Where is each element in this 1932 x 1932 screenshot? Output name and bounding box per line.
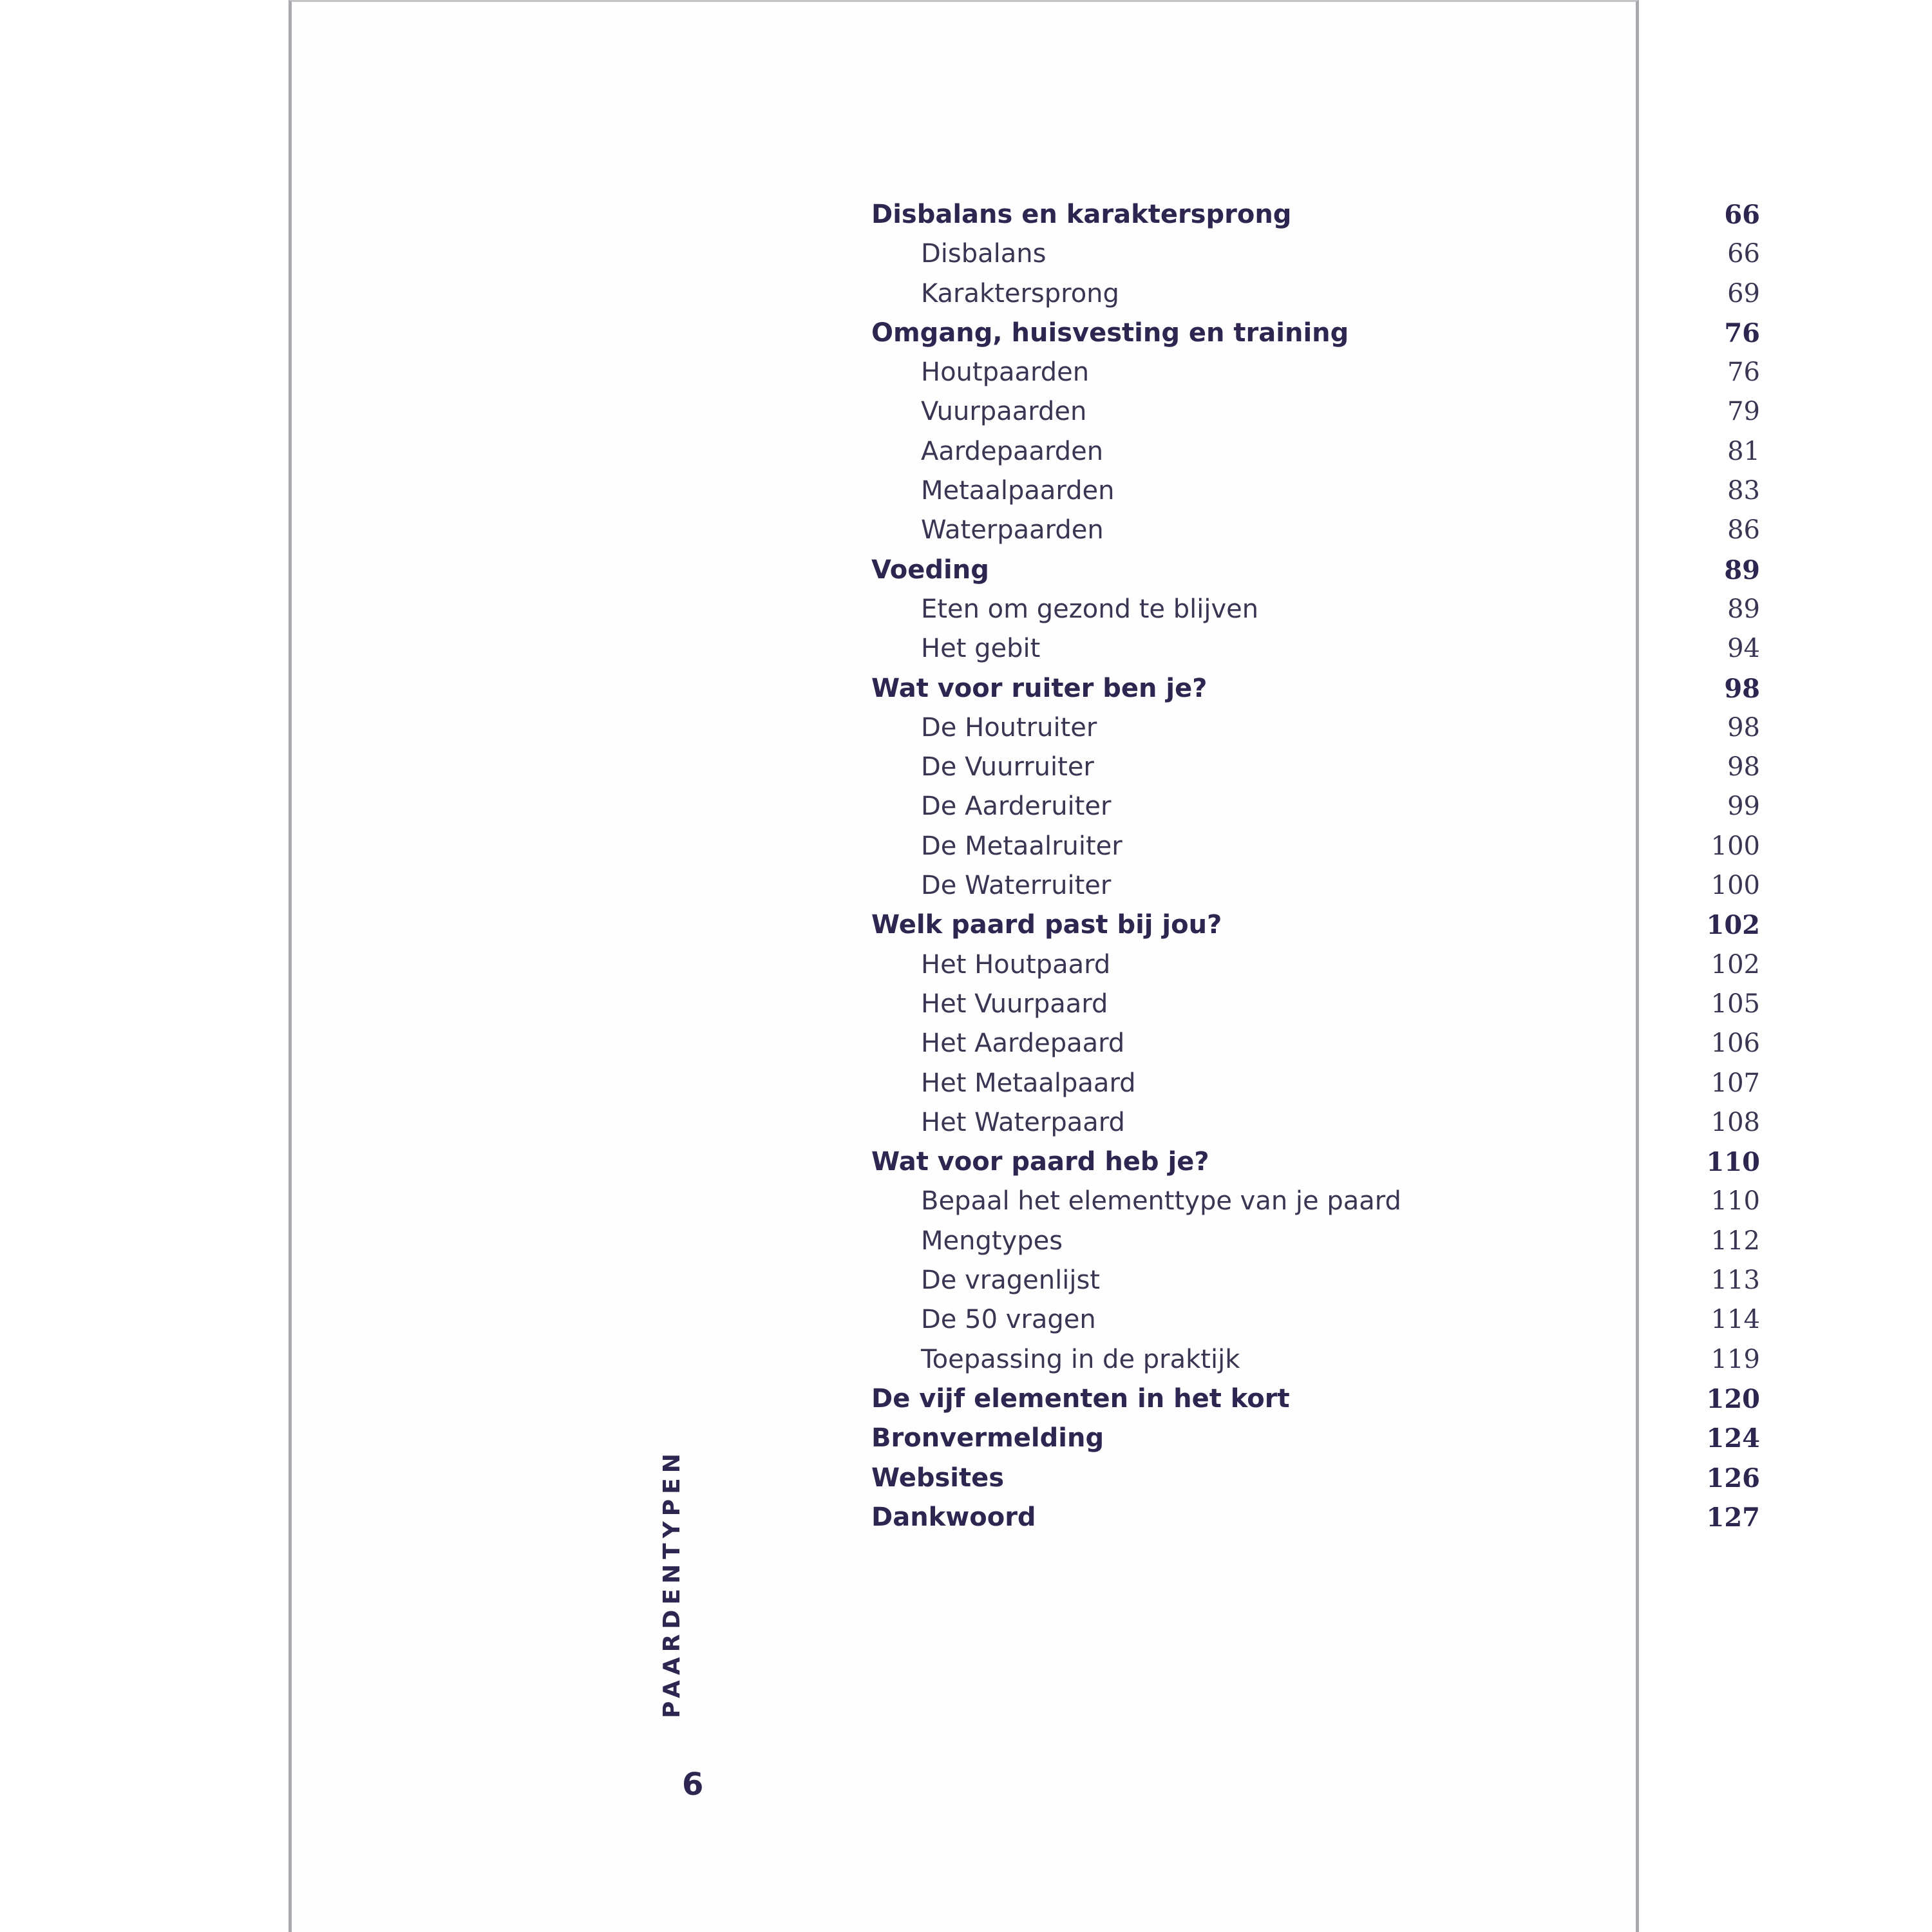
toc-section xyxy=(871,866,1760,905)
toc-entry-page: 124 xyxy=(1706,1423,1760,1454)
toc-entry-page: 81 xyxy=(1727,436,1760,466)
toc-section xyxy=(871,1182,1760,1221)
toc-chapter xyxy=(871,905,1760,945)
toc-entry-page: 108 xyxy=(1710,1107,1760,1137)
toc-chapter xyxy=(871,314,1760,353)
toc-section xyxy=(871,1340,1760,1379)
toc-entry-title: Eten om gezond te blijven xyxy=(921,594,1259,624)
toc-entry-page: 69 xyxy=(1727,278,1760,308)
book-page xyxy=(289,0,1760,1932)
toc-entry-title: De Waterruiter xyxy=(921,871,1112,901)
toc-chapter xyxy=(871,1498,1760,1537)
toc-entry-page: 120 xyxy=(1706,1383,1760,1414)
toc-section xyxy=(871,748,1760,787)
toc-entry-title: Mengtypes xyxy=(921,1226,1063,1256)
toc-chapter xyxy=(871,195,1760,234)
toc-section xyxy=(871,1024,1760,1063)
toc-entry-page: 94 xyxy=(1727,634,1760,664)
toc-entry-page: 99 xyxy=(1727,791,1760,822)
toc-section xyxy=(871,511,1760,550)
table-of-contents xyxy=(871,195,1760,1537)
toc-entry-title: Wat voor paard heb je? xyxy=(871,1147,1209,1177)
toc-entry-title: Toepassing in de praktijk xyxy=(921,1344,1240,1374)
toc-entry-title: De 50 vragen xyxy=(921,1305,1096,1335)
toc-entry-page: 76 xyxy=(1724,317,1760,348)
toc-entry-page: 113 xyxy=(1710,1265,1760,1296)
toc-chapter xyxy=(871,669,1760,708)
toc-section xyxy=(871,274,1760,314)
toc-section xyxy=(871,353,1760,392)
toc-section xyxy=(871,629,1760,668)
toc-entry-title: Welk paard past bij jou? xyxy=(871,910,1222,940)
toc-entry-title: De vragenlijst xyxy=(921,1265,1100,1296)
toc-entry-title: De Houtruiter xyxy=(921,712,1097,743)
running-title: PAARDENTYPEN xyxy=(659,1448,685,1718)
toc-entry-page: 98 xyxy=(1727,712,1760,743)
toc-chapter xyxy=(871,1459,1760,1498)
toc-entry-page: 66 xyxy=(1727,239,1760,269)
toc-entry-title: Dankwoord xyxy=(871,1502,1036,1532)
toc-section xyxy=(871,985,1760,1024)
page-number: 6 xyxy=(682,1766,704,1803)
toc-entry-title: Waterpaarden xyxy=(921,515,1104,545)
toc-entry-title: Het Vuurpaard xyxy=(921,989,1108,1019)
toc-entry-title: Het Aardepaard xyxy=(921,1028,1125,1059)
toc-entry-title: Bronvermelding xyxy=(871,1423,1104,1454)
toc-chapter xyxy=(871,551,1760,590)
toc-entry-page: 110 xyxy=(1706,1147,1760,1178)
toc-entry-page: 76 xyxy=(1727,357,1760,388)
toc-entry-title: Het Houtpaard xyxy=(921,949,1111,980)
toc-chapter xyxy=(871,1419,1760,1458)
toc-section xyxy=(871,708,1760,748)
toc-entry-page: 105 xyxy=(1710,989,1760,1019)
toc-entry-page: 106 xyxy=(1710,1028,1760,1059)
toc-section xyxy=(871,234,1760,274)
toc-chapter xyxy=(871,1379,1760,1419)
toc-entry-title: De Aarderuiter xyxy=(921,791,1112,822)
toc-entry-page: 114 xyxy=(1710,1305,1760,1335)
toc-section xyxy=(871,432,1760,471)
toc-section xyxy=(871,1222,1760,1261)
toc-section xyxy=(871,1103,1760,1142)
toc-section xyxy=(871,1261,1760,1300)
toc-entry-title: De vijf elementen in het kort xyxy=(871,1383,1290,1414)
toc-entry-page: 98 xyxy=(1727,752,1760,782)
toc-entry-page: 89 xyxy=(1727,594,1760,624)
toc-entry-page: 126 xyxy=(1706,1463,1760,1493)
toc-entry-title: Disbalans xyxy=(921,239,1046,269)
toc-entry-title: Disbalans en karaktersprong xyxy=(871,200,1292,229)
toc-entry-page: 83 xyxy=(1727,476,1760,506)
toc-section xyxy=(871,787,1760,826)
toc-entry-title: Het gebit xyxy=(921,634,1041,664)
toc-entry-title: Metaalpaarden xyxy=(921,476,1115,506)
toc-section xyxy=(871,1064,1760,1103)
toc-entry-page: 89 xyxy=(1724,554,1760,585)
toc-entry-title: Karaktersprong xyxy=(921,278,1119,308)
toc-entry-page: 127 xyxy=(1706,1502,1760,1533)
toc-entry-title: Aardepaarden xyxy=(921,436,1104,466)
toc-entry-page: 102 xyxy=(1706,910,1760,941)
toc-entry-page: 119 xyxy=(1710,1344,1760,1374)
toc-entry-page: 102 xyxy=(1710,949,1760,980)
toc-entry-title: De Vuurruiter xyxy=(921,752,1094,782)
toc-section xyxy=(871,945,1760,985)
toc-entry-title: Wat voor ruiter ben je? xyxy=(871,673,1208,703)
toc-chapter xyxy=(871,1142,1760,1182)
toc-entry-title: Websites xyxy=(871,1463,1005,1493)
toc-entry-title: Voeding xyxy=(871,554,989,585)
toc-section xyxy=(871,1300,1760,1340)
toc-entry-page: 100 xyxy=(1710,831,1760,861)
toc-entry-title: Bepaal het elementtype van je paard xyxy=(921,1186,1401,1217)
toc-entry-title: Houtpaarden xyxy=(921,357,1090,388)
toc-entry-page: 98 xyxy=(1724,673,1760,704)
toc-section xyxy=(871,471,1760,511)
toc-entry-title: Omgang, huisvesting en training xyxy=(871,317,1349,348)
toc-entry-page: 110 xyxy=(1710,1186,1760,1217)
toc-entry-page: 66 xyxy=(1724,200,1760,230)
toc-entry-page: 107 xyxy=(1710,1068,1760,1098)
toc-entry-title: De Metaalruiter xyxy=(921,831,1122,861)
toc-section xyxy=(871,827,1760,866)
toc-section xyxy=(871,590,1760,629)
toc-entry-title: Het Metaalpaard xyxy=(921,1068,1136,1098)
toc-entry-page: 79 xyxy=(1727,397,1760,427)
toc-section xyxy=(871,392,1760,431)
toc-entry-title: Het Waterpaard xyxy=(921,1107,1125,1137)
toc-entry-title: Vuurpaarden xyxy=(921,397,1087,427)
toc-entry-page: 100 xyxy=(1710,871,1760,901)
toc-entry-page: 112 xyxy=(1710,1226,1760,1256)
toc-entry-page: 86 xyxy=(1727,515,1760,545)
